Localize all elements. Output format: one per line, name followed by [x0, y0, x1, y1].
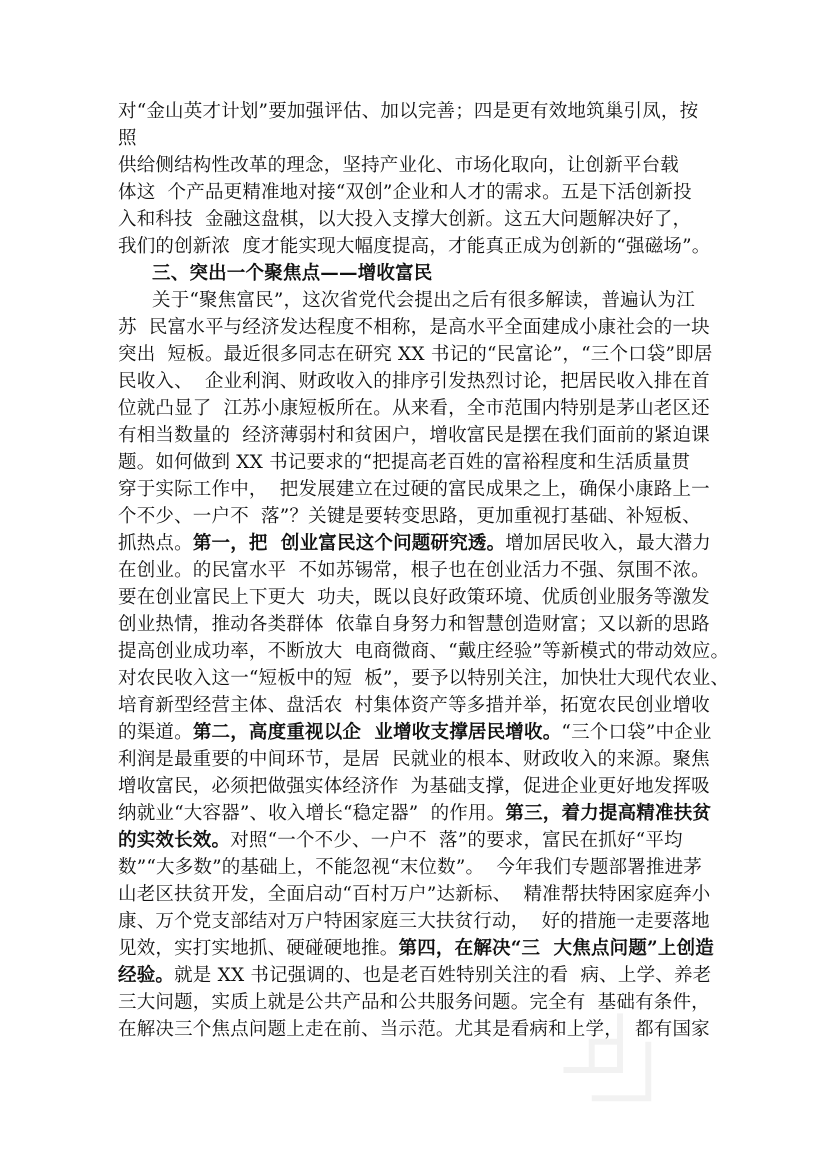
text-segment: 题。如何做到 XX 书记要求的“把提高老百姓的富裕程度和生活质量贯 — [118, 452, 691, 473]
text-line — [118, 908, 710, 935]
bold-text-segment: 第一，把 创业富民这个问题研究透。 — [192, 533, 506, 554]
text-segment: 有相当数量的 经济薄弱村和贫困户，增收富民是摆在我们面前的紧迫课 — [118, 425, 710, 446]
text-segment: 照 — [118, 128, 137, 149]
text-line — [152, 260, 433, 287]
text-line — [118, 476, 710, 503]
text-segment: 我们的创新浓 度才能实现大幅度提高，才能真正成为创新的“强磁场”。 — [118, 236, 711, 257]
text-line — [118, 98, 698, 125]
text-line — [118, 773, 710, 800]
text-line — [118, 638, 729, 665]
text-line — [118, 422, 710, 449]
text-segment: 创业热情，推动各类群体 依靠自身努力和智慧创造财富；又以新的思路 — [118, 614, 710, 635]
text-line — [118, 935, 714, 962]
text-segment: “三个口袋”中企业 — [561, 722, 712, 743]
text-line — [118, 125, 137, 152]
text-line — [118, 557, 710, 584]
text-line — [118, 746, 710, 773]
text-segment: 山老区扶贫开发，全面启动“百村万户”达新标、 精准帮扶特困家庭奔小 — [118, 884, 711, 905]
text-line — [118, 881, 710, 908]
text-segment: 增收富民，必须把做强实体经济作 为基础支撑，促进企业更好地发挥吸 — [118, 776, 710, 797]
text-line — [118, 233, 710, 260]
text-segment: 就是 XX 书记强调的、也是老百姓特别关注的看 病、上学、养老 — [174, 965, 712, 986]
text-line — [118, 449, 690, 476]
text-segment: 数”“大多数”的基础上，不能忽视“末位数”。 今年我们专题部署推进茅 — [118, 857, 703, 878]
text-segment: 入和科技 金融这盘棋，以大投入支撑大创新。这五大问题解决好了， — [118, 209, 692, 230]
text-segment: 位就凸显了 江苏小康短板所在。从来看，全市范围内特别是茅山老区还 — [118, 398, 710, 419]
text-line — [118, 314, 710, 341]
text-line — [118, 395, 710, 422]
text-line — [118, 530, 711, 557]
text-line — [118, 800, 711, 827]
text-segment: 抓热点。 — [118, 533, 193, 554]
text-line — [118, 368, 710, 395]
text-segment: 在解决三个焦点问题上走在前、当示范。尤其是看病和上学， 都有国家 — [118, 1019, 710, 1040]
text-segment: 利润是最重要的中间环节，是居 民就业的根本、财政收入的来源。聚焦 — [118, 749, 710, 770]
text-segment: 康、万个党支部结对万户特困家庭三大扶贫行动， 好的措施一走要落地 — [118, 911, 710, 932]
text-segment: 对农民收入这一“短板中的短 板”，要予以特别关注，加快壮大现代农业、 — [118, 668, 730, 689]
text-line — [118, 611, 710, 638]
text-line — [118, 152, 679, 179]
text-line — [118, 854, 702, 881]
text-line — [118, 962, 711, 989]
bold-text-segment: 经验。 — [118, 965, 175, 986]
text-segment: 关于“聚焦富民”，这次省党代会提出之后有很多解读，普遍认为江 — [152, 290, 695, 311]
text-segment: 对照“一个不少、一户不 落”的要求，富民在抓好“平均 — [230, 830, 683, 851]
text-line — [118, 584, 710, 611]
bold-text-segment: 三、突出一个聚焦点——增收富民 — [152, 263, 433, 284]
text-line — [118, 665, 729, 692]
text-segment: 供给侧结构性改革的理念，坚持产业化、市场化取向，让创新平台载 — [118, 155, 680, 176]
text-segment: 在创业。的民富水平 不如苏锡常，根子也在创业活力不强、氛围不浓。 — [118, 560, 710, 581]
text-segment: 纳就业“大容器”、收入增长“稳定器” 的作用。 — [118, 803, 506, 824]
text-segment: 见效，实打实地抓、硬碰硬地推。 — [118, 938, 399, 959]
text-line — [118, 179, 692, 206]
bold-text-segment: 第四，在解决“三 大焦点问题”上创造 — [398, 938, 714, 959]
text-segment: 穿于实际工作中， 把发展建立在过硬的富民成果之上，确保小康路上一 — [118, 479, 710, 500]
text-line — [118, 206, 691, 233]
text-line — [118, 503, 701, 530]
text-line — [118, 692, 710, 719]
text-line — [118, 719, 712, 746]
text-segment: 培育新型经营主体、盘活农 村集体资产等多措并举，拓宽农民创业增收 — [118, 695, 710, 716]
text-segment: 提高创业成功率，不断放大 电商微商、“戴庄经验”等新模式的带动效应。 — [118, 641, 730, 662]
text-segment: 要在创业富民上下更大 功夫，既以良好政策环境、优质创业服务等激发 — [118, 587, 710, 608]
text-segment: 苏 民富水平与经济发达程度不相称，是高水平全面建成小康社会的一块 — [118, 317, 710, 338]
text-segment: 个不少、一户不 落”？关键是要转变思路，更加重视打基础、补短板、 — [118, 506, 701, 527]
bold-text-segment: 第二，高度重视以企 业增收支撑居民增收。 — [192, 722, 562, 743]
text-line — [118, 827, 683, 854]
text-segment: 对“金山英才计划”要加强评估、加以完善；四是更有效地筑巢引凤，按 — [118, 101, 699, 122]
bold-text-segment: 的实效长效。 — [118, 830, 231, 851]
text-line — [152, 287, 695, 314]
bold-text-segment: 第三，着力提高精准扶贫 — [505, 803, 712, 824]
text-segment: 民收入、 企业利润、财政收入的排序引发热烈讨论，把居民收入排在首 — [118, 371, 710, 392]
text-segment: 三大问题，实质上就是公共产品和公共服务问题。完全有 基础有条件， — [118, 992, 710, 1013]
text-segment: 体这 个产品更精准地对接“双创”企业和人才的需求。五是下活创新投 — [118, 182, 692, 203]
text-segment: 突出 短板。最近很多同志在研究 XX 书记的“民富论”，“三个口袋”即居 — [118, 344, 713, 365]
text-segment: 的渠道。 — [118, 722, 193, 743]
text-line — [118, 341, 713, 368]
text-segment: 增加居民收入，最大潜力 — [505, 533, 711, 554]
